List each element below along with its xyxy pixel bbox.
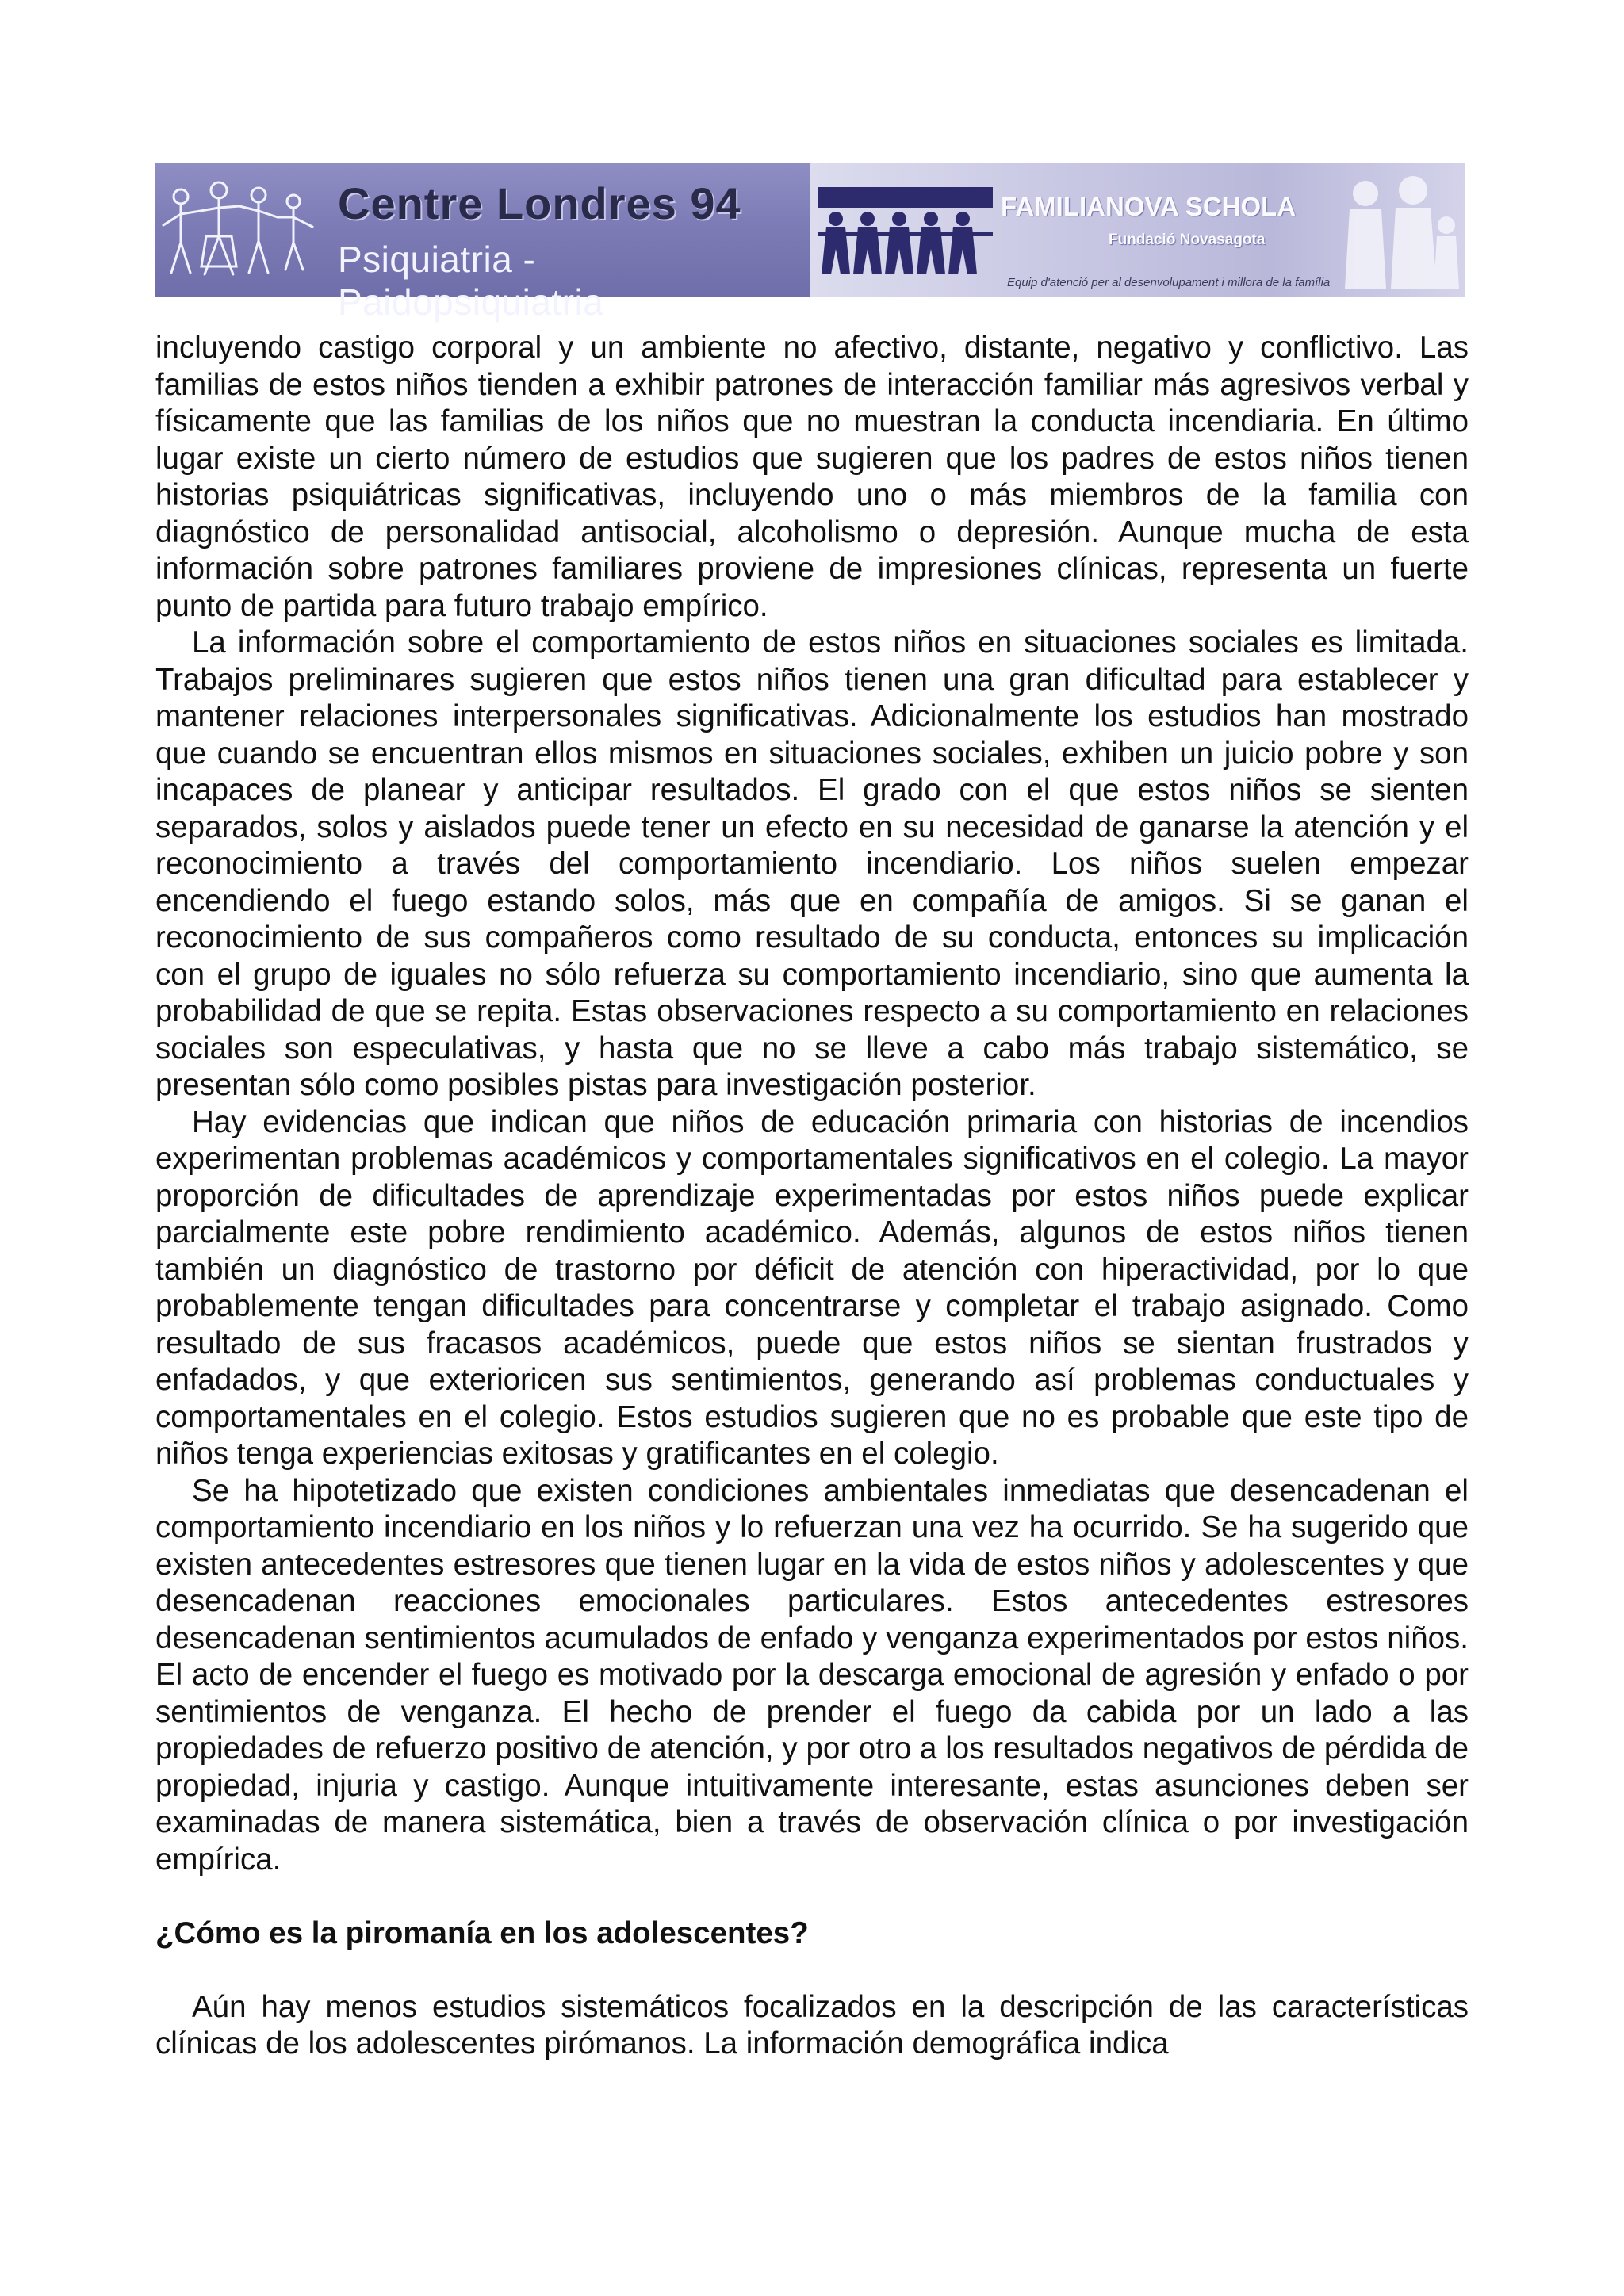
family-silhouette-icon xyxy=(1327,170,1462,297)
paragraph: Hay evidencias que indican que niños de educación primaria con historias de incendios experimentan problemas académicos y comportamentales significativos en el colegio. La mayor proporción de dificultades de aprendizaje experimentadas por estos niños puede explicar parcialmente este pobre rendimiento académico. Además, algunos de estos niños tienen también un diagnóstico de trastorno por déficit de atención con hiperactividad, por lo que probablemente tengan dificultades para concentrarse y completar el trabajo asignado. Como resultado de sus fracasos académicos, puede que estos niños se sientan frustrados y enfadados, y que exterioricen sus sentimientos, generando así problemas conductuales y comportamentales en el colegio. Estos estudios sugieren que no es probable que este tipo de niños tenga experiencias exitosas y gratificantes en el colegio. xyxy=(155,1104,1469,1471)
header-banner xyxy=(155,163,1465,323)
document-body xyxy=(155,330,1469,2063)
right-logo-subtitle: Fundació Novasagota xyxy=(1109,232,1266,248)
paragraph: La información sobre el comportamiento de estos niños en situaciones sociales es limitada. Trabajos preliminares sugieren que estos niños tienen una gran dificultad para establecer y mantener relaciones interpersonales significativas. Adicionalmente los estudios han mostrado que cuando se encuentran ellos mismos en situaciones sociales, exhiben un juicio pobre y son incapaces de planear y anticipar resultados. El grado con el que estos niños se sienten separados, solos y aislados puede tener un efecto en su necesidad de ganarse la atención y el reconocimiento a través del comportamiento incendiario. Los niños suelen empezar encendiendo el fuego estando solos, más que en compañía de amigos. Si se ganan el reconocimiento de sus compañeros como resultado de su conducta, entonces su implicación con el grupo de iguales no sólo refuerza su comportamiento incendiario, sino que aumenta la probabilidad de que se repita. Estas observaciones respecto a su comportamiento en relaciones sociales son especulativas, y hasta que no se lleve a cabo más trabajo sistemático, se presentan sólo como posibles pistas para investigación posterior. xyxy=(155,626,1469,1102)
section-heading: ¿Cómo es la piromanía en los adolescentes? xyxy=(155,1916,809,1950)
paragraph: incluyendo castigo corporal y un ambiente no afectivo, distante, negativo y conflictivo. Las familias de estos niños tienden a exhibir patrones de interacción familiar más agresivos verbal y físicamente que las familias de los niños que no muestran la conducta incendiaria. En último lugar existe un cierto número de estudios que sugieren que los padres de estos niños tienen historias psiquiátricas significativas, incluyendo uno o más miembros de la familia con diagnóstico de personalidad antisocial, alcoholismo o depresión. Aunque mucha de esta información sobre patrones familiares proviene de impresiones clínicas, representa un fuerte punto de partida para futuro trabajo empírico. xyxy=(155,331,1469,623)
paragraph: Se ha hipotetizado que existen condiciones ambientales inmediatas que desencadenan el comportamiento incendiario en los niños y lo refuerzan una vez ha ocurrido. Se ha sugerido que existen antecedentes estresores que tienen lugar en la vida de estos niños y adolescentes y que desencadenan reacciones emocionales particulares. Estos antecedentes estresores desencadenan sentimientos acumulados de enfado y venganza experimentados por estos niños. El acto de encender el fuego es motivado por la descarga emocional de agresión y enfado o por sentimientos de venganza. El hecho de prender el fuego da cabida por un lado a las propiedades de refuerzo positivo de atención, y por otro a los resultados negativos de pérdida de propiedad, injuria y castigo. Aunque intuitivamente interesante, estas asunciones deben ser examinadas de manera sistemática, bien a través de observación clínica o por investigación empírica. xyxy=(155,1473,1469,1877)
familianova-logo xyxy=(810,163,1465,297)
paper-chain-figures-icon xyxy=(818,187,993,282)
right-logo-caption: Equip d'atenció per al desenvolupament i millora de la família xyxy=(1007,276,1331,289)
people-figures-icon xyxy=(157,179,331,290)
paragraph: Aún hay menos estudios sistemáticos focalizados en la descripción de las características clínicas de los adolescentes pirómanos. La información demográfica indica xyxy=(155,1989,1469,2061)
centre-londres-logo xyxy=(155,163,810,323)
left-logo-subtitle: Psiquiatria - Paidopsiquiatria xyxy=(338,239,604,323)
right-logo-title: FAMILIANOVA SCHOLA xyxy=(1001,192,1297,221)
left-logo-title: Centre Londres 94 xyxy=(338,178,741,228)
